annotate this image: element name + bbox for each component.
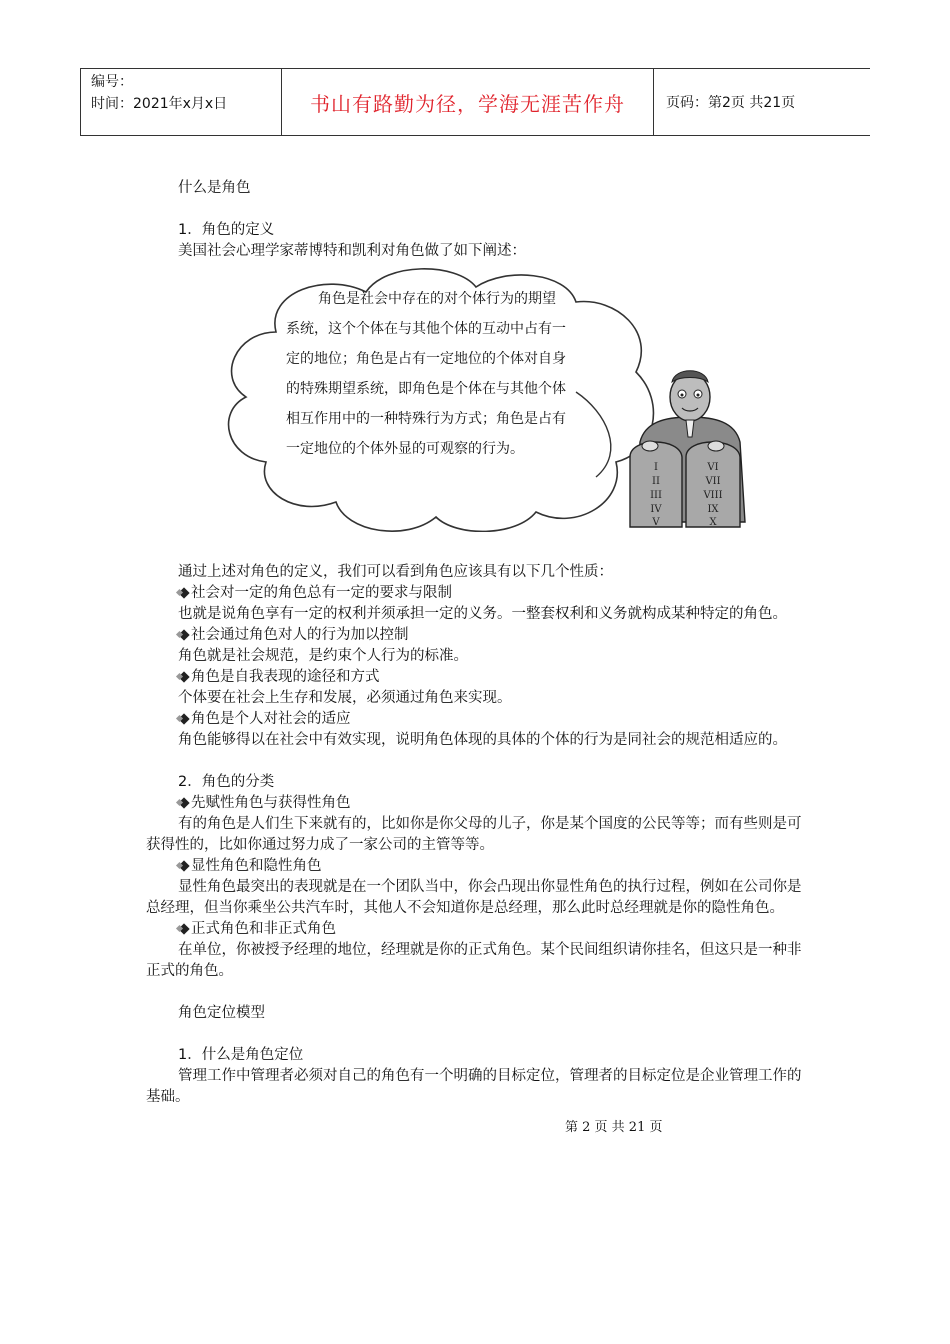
category-item [146,856,810,877]
header-number: 编号： [91,74,133,90]
category-title: 显性角色和隐性角色 [191,858,322,874]
header-motto: 书山有路勤为径，学海无涯苦作舟 [282,69,654,135]
footer-page-number: 第 2 页 共 21 页 [565,1120,663,1135]
diamond-bullet-icon [178,714,189,725]
subsection-title: 1．角色的定义 [178,222,275,238]
tablet-numeral: VII [705,476,721,487]
tablet-numeral: V [652,517,660,528]
subsection-title: 2．角色的分类 [178,774,275,790]
category-title: 先赋性角色与获得性角色 [191,795,351,811]
properties-intro: 通过上述对角色的定义，我们可以看到角色应该具有以下几个性质： [178,564,613,580]
man-with-tablets-illustration [620,362,760,532]
diamond-bullet-icon [178,861,189,872]
document-body [146,178,810,1108]
header-meta [80,69,282,135]
subsection-title: 1．什么是角色定位 [178,1047,304,1063]
tablet-numeral: I [654,462,658,473]
cloud-line: 定的地位；角色是占有一定地位的个体对自身 [286,351,566,367]
section2-paragraph: 管理工作中管理者必须对自己的角色有一个明确的目标定位，管理者的目标定位是企业管理工作的基础。 [146,1068,802,1105]
property-text: 个体要在社会上生存和发展，必须通过角色来实现。 [178,690,512,706]
tablet-numeral: IX [707,504,719,515]
diamond-bullet-icon [178,588,189,599]
intro-paragraph: 美国社会心理学家蒂博特和凯利对角色做了如下阐述： [178,243,526,259]
category-text: 在单位，你被授予经理的地位，经理就是你的正式角色。某个民间组织请你挂名，但这只是一种非正式的角色。 [146,942,802,979]
tablet-numeral: III [650,490,662,501]
category-item [146,793,810,814]
tablet-numeral: VI [707,462,719,473]
category-text: 显性角色最突出的表现就是在一个团队当中，你会凸现出你显性角色的执行过程，例如在公司你是总经理，但当你乘坐公共汽车时，其他人不会知道你是总经理，那么此时总经理就是你的隐性角色。 [146,879,802,916]
property-title: 社会通过角色对人的行为加以控制 [191,627,409,643]
property-text: 角色就是社会规范，是约束个人行为的标准。 [178,648,468,664]
category-text: 有的角色是人们生下来就有的，比如你是你父母的儿子，你是某个国度的公民等等；而有些则是可获得性的，比如你通过努力成了一家公司的主管等等。 [146,816,802,853]
header-time: 时间：2021年x月x日 [91,96,228,112]
cloud-line: 一定地位的个体外显的可观察的行为。 [286,441,524,457]
cloud-line: 的特殊期望系统，即角色是个体在与其他个体 [286,381,566,397]
property-title: 社会对一定的角色总有一定的要求与限制 [191,585,452,601]
property-item [146,709,810,730]
diamond-bullet-icon [178,630,189,641]
cloud-quote [286,284,616,464]
section-title: 角色定位模型 [178,1005,265,1021]
property-text: 角色能够得以在社会中有效实现，说明角色体现的具体的个体的行为是同社会的规范相适应的。 [178,732,787,748]
property-item [146,625,810,646]
page-header [80,68,870,136]
cloud-line: 相互作用中的一种特殊行为方式；角色是占有 [286,411,566,427]
diamond-bullet-icon [178,672,189,683]
cloud-line: 系统，这个个体在与其他个体的互动中占有一 [286,321,566,337]
property-item [146,667,810,688]
property-title: 角色是个人对社会的适应 [191,711,351,727]
property-item [146,583,810,604]
tablet-numeral: II [652,476,660,487]
header-page-info: 页码：第2页 共21页 [666,95,796,111]
section-title: 什么是角色 [178,180,251,196]
cloud-line: 角色是社会中存在的对个体行为的期望 [318,291,556,307]
diamond-bullet-icon [178,924,189,935]
category-title: 正式角色和非正式角色 [191,921,336,937]
definition-figure [146,262,810,562]
tablet-numeral: IV [650,504,662,515]
property-title: 角色是自我表现的途径和方式 [191,669,380,685]
tablet-numeral: VIII [703,490,723,501]
property-text: 也就是说角色享有一定的权利并须承担一定的义务。一整套权利和义务就构成某种特定的角色。 [178,606,787,622]
tablet-numeral: X [709,517,717,528]
category-item [146,919,810,940]
diamond-bullet-icon [178,798,189,809]
